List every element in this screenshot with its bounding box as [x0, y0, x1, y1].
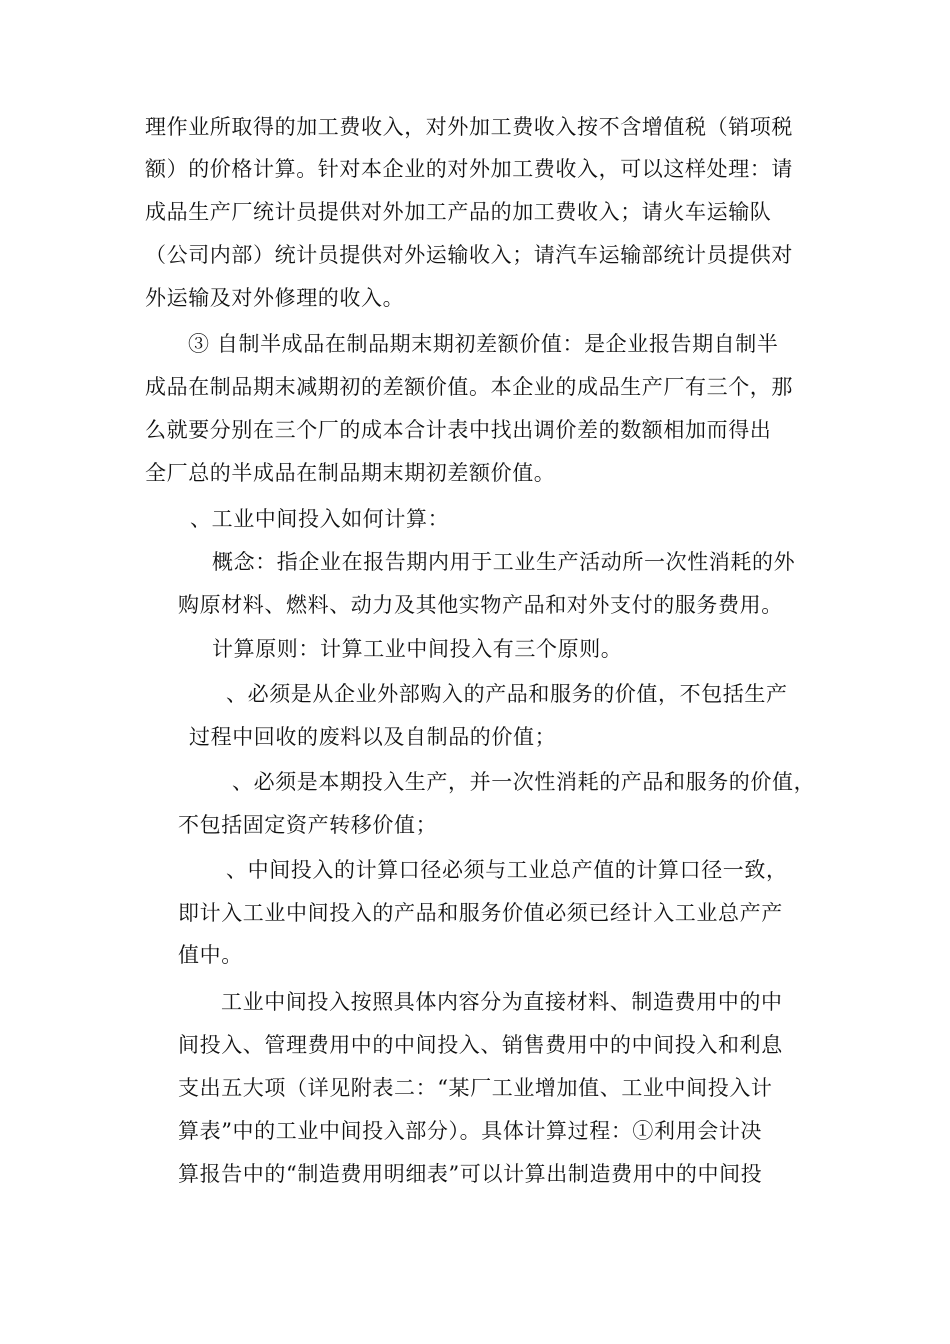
- list-item: 、必须是本期投入生产，并一次性消耗的产品和服务的价值，: [232, 770, 816, 794]
- text-line: 算表”中的工业中间投入部分）。具体计算过程：①利用会计决: [178, 1119, 763, 1143]
- text-line: 计算原则：计算工业中间投入有三个原则。: [212, 637, 623, 661]
- text-line: 成品在制品期末减期初的差额价值。本企业的成品生产厂有三个，那: [145, 375, 793, 399]
- text-line: 即计入工业中间投入的产品和服务价值必须已经计入工业总产产: [178, 901, 783, 925]
- text-line: 购原材料、燃料、动力及其他实物产品和对外支付的服务费用。: [178, 593, 783, 617]
- text-line: 外运输及对外修理的收入。: [145, 286, 405, 310]
- text-line: 值中。: [178, 943, 243, 967]
- text-line: 不包括固定资产转移价值；: [178, 813, 438, 837]
- section-heading: 、工业中间投入如何计算：: [190, 507, 450, 531]
- text-line: 支出五大项（详见附表二：“某厂工业增加值、工业中间投入计: [178, 1076, 773, 1100]
- text-line: 全厂总的半成品在制品期末期初差额价值。: [145, 461, 556, 485]
- list-item: 、必须是从企业外部购入的产品和服务的价值，不包括生产: [226, 682, 788, 706]
- text-line: （公司内部）统计员提供对外运输收入；请汽车运输部统计员提供对: [145, 243, 793, 267]
- text-line: 工业中间投入按照具体内容分为直接材料、制造费用中的中: [221, 990, 783, 1014]
- text-line: 么就要分别在三个厂的成本合计表中找出调价差的数额相加而得出: [145, 418, 772, 442]
- text-line: 额）的价格计算。针对本企业的对外加工费收入，可以这样处理：请: [145, 157, 793, 181]
- text-line: 概念：指企业在报告期内用于工业生产活动所一次性消耗的外: [212, 550, 796, 574]
- text-line: 理作业所取得的加工费收入，对外加工费收入按不含增值税（销项税: [145, 115, 793, 139]
- text-line: ③ 自制半成品在制品期末期初差额价值：是企业报告期自制半: [188, 332, 779, 356]
- text-line: 成品生产厂统计员提供对外加工产品的加工费收入；请火车运输队: [145, 200, 772, 224]
- list-item: 、中间投入的计算口径必须与工业总产值的计算口径一致，: [226, 858, 788, 882]
- text-line: 算报告中的“制造费用明细表”可以计算出制造费用中的中间投: [178, 1162, 763, 1186]
- text-line: 过程中回收的废料以及自制品的价值；: [189, 725, 557, 749]
- text-line: 间投入、管理费用中的中间投入、销售费用中的中间投入和利息: [178, 1033, 783, 1057]
